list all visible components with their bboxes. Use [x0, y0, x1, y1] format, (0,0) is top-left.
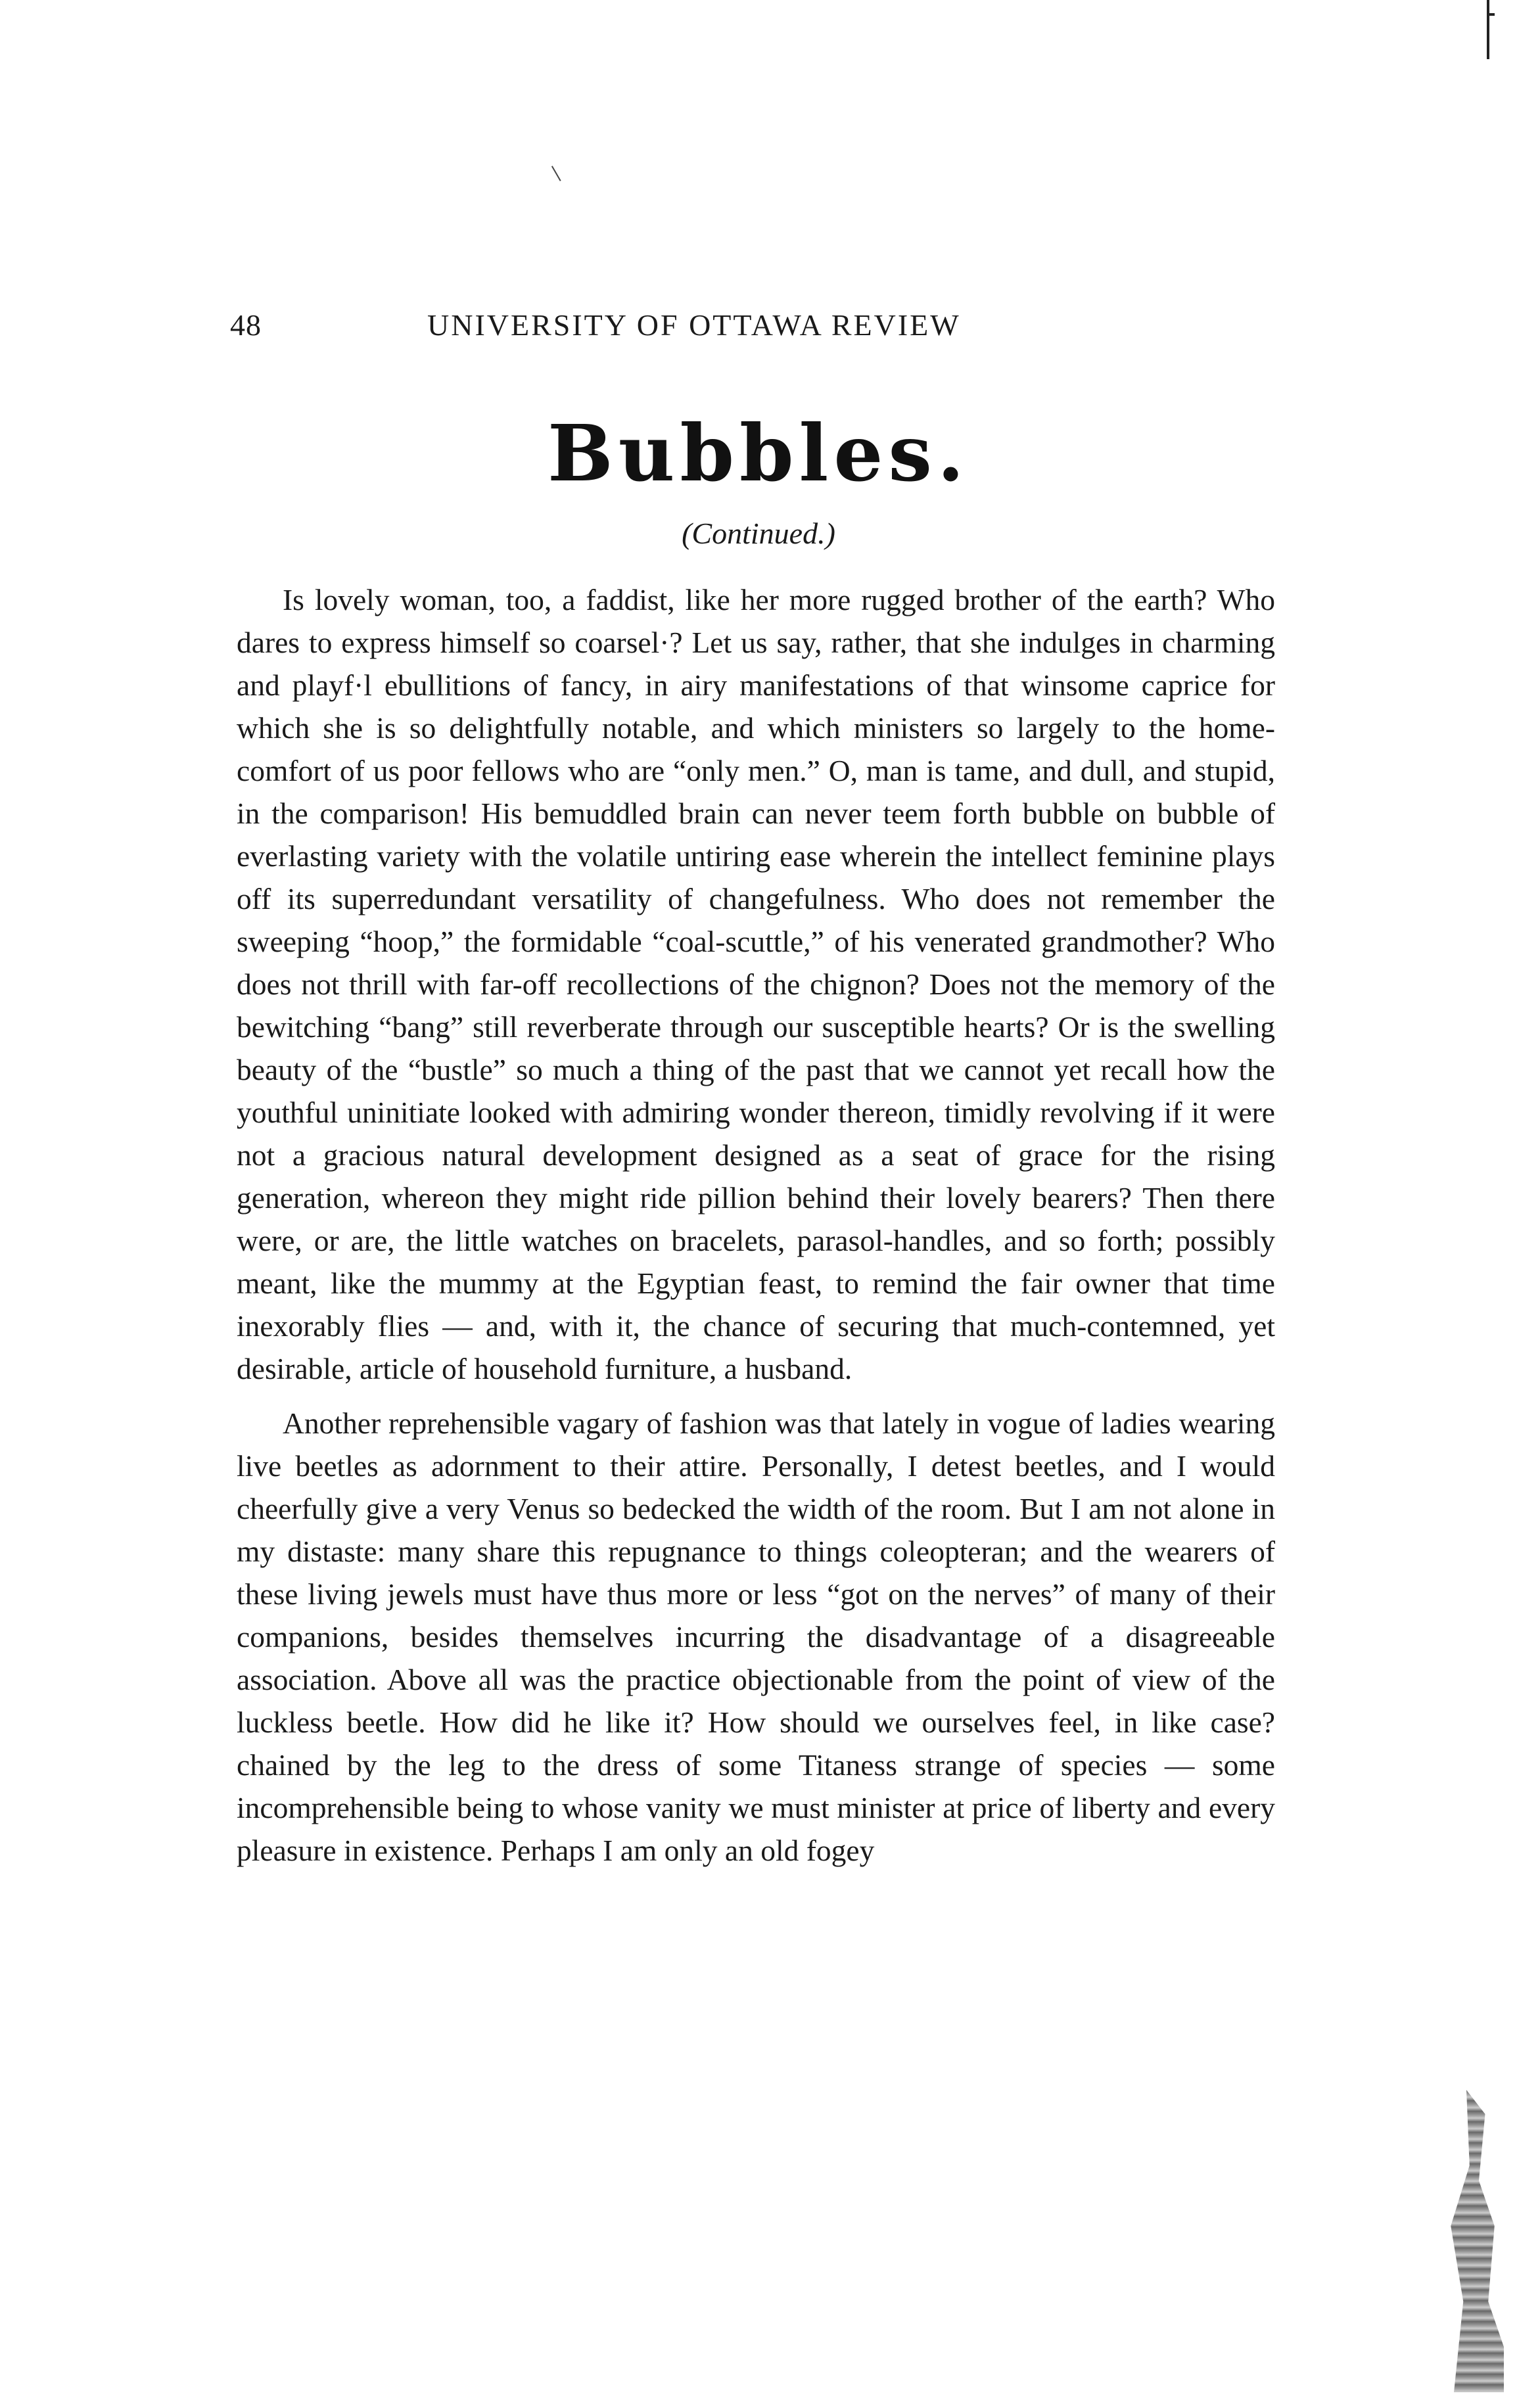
article-title: Bubbles.	[548, 407, 969, 499]
scan-speck	[551, 164, 563, 181]
journal-title: UNIVERSITY OF OTTAWA REVIEW	[427, 308, 961, 342]
paragraph-1: Is lovely woman, too, a faddist, like her more rugged brother of the earth? Who dares to express himself so coarsel·? Let us say, rather, that she indulges in charming and playf·l ebullitions of fancy, in airy manifestations of that winsome caprice for which she is so delightfully notable, and which ministers so largely to the home-comfort of us poor fellows who are “only men.” O, man is tame, and dull, and stupid, in the comparison! His bemuddled brain can never teem forth bubble on bubble of everlasting variety with the volatile untiring ease wherein the intellect feminine plays off its superredundant versatility of changefulness. Who does not remember the sweeping “hoop,” the formidable “coal-scuttle,” of his venerated grandmother? Who does not thrill with far-off recollections of the chignon? Does not the memory of the bewitching “bang” still reverberate through our susceptible hearts? Or is the swelling beauty of the “bustle” so much a thing of the past that we cannot yet recall how the youthful uninitiate looked with admiring wonder thereon, timidly revolving if it were not a gracious natural development designed as a seat of grace for the rising generation, whereon they might ride pillion behind their lovely bearers? Then there were, or are, the little watches on bracelets, parasol-handles, and so forth; possibly meant, like the mummy at the Egyptian feast, to remind the fair owner that time inexorably flies — and, with it, the chance of securing that much-contemned, yet desirable, article of household furniture, a husband.	[237, 583, 1275, 1385]
paragraph-2: Another reprehensible vagary of fashion was that lately in vogue of ladies wearing live beetles as adornment to their attire. Personally, I detest beetles, and I would cheerfully give a very Venus so bedecked the width of the room. But I am not alone in my distaste: many share this repugnance to things coleopteran; and the wearers of these living jewels must have thus more or less “got on the nerves” of many of their companions, besides themselves incurring the disadvantage of a disagreeable association. Above all was the practice objectionable from the point of view of the luckless beetle. How did he like it? How should we ourselves feel, in like case? chained by the leg to the dress of some Titaness strange of species — some incomprehensible being to whose vanity we must minister at price of liberty and every pleasure in existence. Perhaps I am only an old fogey	[237, 1406, 1275, 1867]
article-subtitle: (Continued.)	[682, 517, 835, 550]
page-number: 48	[230, 308, 262, 342]
article-body	[237, 578, 1275, 1884]
running-head	[230, 308, 1150, 360]
scan-edge-smudge	[1441, 2090, 1504, 2392]
scan-edge-mark	[1487, 0, 1493, 59]
